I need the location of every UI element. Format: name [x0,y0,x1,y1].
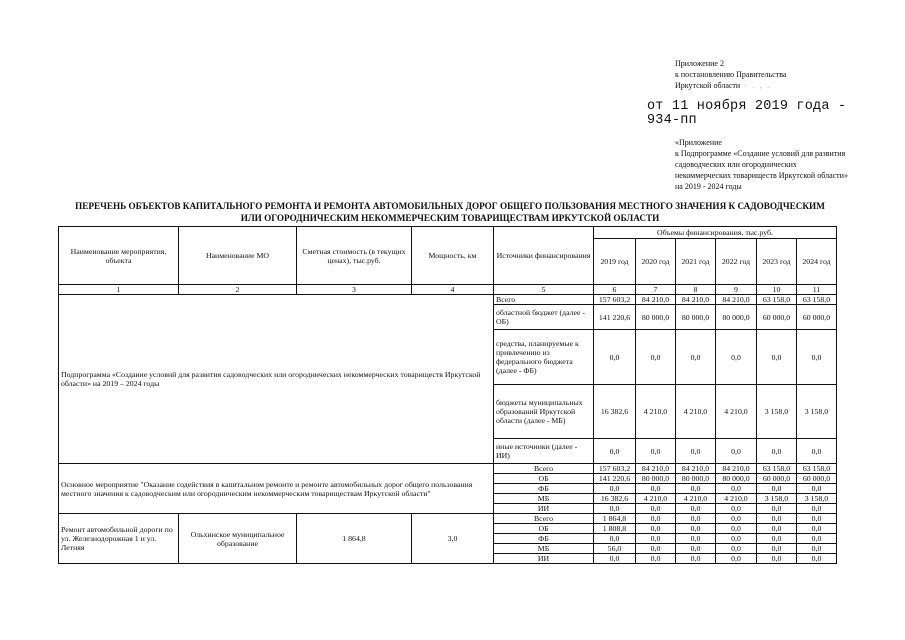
value-cell: 4 210,0 [636,385,676,439]
object-mo: Ольхинское муниципальное образование [179,514,297,564]
document-title [40,200,860,224]
header-sources: Источники финансирования [494,227,594,285]
table-row [59,514,837,524]
value-cell: 16 382,6 [594,385,636,439]
value-cell: 0,0 [757,544,797,554]
value-cell: 0,0 [797,554,837,564]
value-cell: 0,0 [716,524,757,534]
header-volumes: Объемы финансирования, тыс.руб. [594,227,837,239]
col-number: 8 [676,285,716,295]
source-cell: ОБ [494,524,594,534]
col-number: 3 [297,285,412,295]
col-number: 11 [797,285,837,295]
header-cost: Сметная стоимость (в текущих ценах), тыс.руб. [297,227,412,285]
value-cell: 0,0 [797,544,837,554]
object-power: 3,0 [412,514,494,564]
value-cell: 0,0 [716,484,757,494]
col-number: 5 [494,285,594,295]
value-cell: 4 210,0 [636,494,676,504]
col-number: 9 [716,285,757,295]
value-cell: 84 210,0 [676,464,716,474]
value-cell: 63 158,0 [797,464,837,474]
value-cell: 0,0 [757,524,797,534]
source-cell: иные источники (далее - ИИ) [494,439,594,464]
value-cell: 84 210,0 [676,295,716,305]
value-cell: 0,0 [594,439,636,464]
col-number: 4 [412,285,494,295]
value-cell: 0,0 [797,484,837,494]
appendix-line: Иркутской области [675,81,741,90]
source-cell: ИИ [494,504,594,514]
header-year: 2019 год [594,239,636,285]
value-cell: 80 000,0 [716,305,757,330]
date-line: 934-пп [647,113,697,128]
value-cell: 0,0 [676,554,716,564]
value-cell: 0,0 [636,544,676,554]
value-cell: 60 000,0 [757,474,797,484]
header-power: Мощность, км [412,227,494,285]
value-cell: 63 158,0 [757,295,797,305]
value-cell: 60 000,0 [797,305,837,330]
objects-table [58,226,837,564]
value-cell: 0,0 [636,484,676,494]
header-year: 2021 год [676,239,716,285]
value-cell: 141 220,6 [594,305,636,330]
value-cell: 80 000,0 [676,305,716,330]
source-cell: средства, планируемые к привлечению из федерального бюджета (далее - ФБ) [494,330,594,385]
value-cell: 0,0 [757,484,797,494]
appendix-quote-start: «Приложение [675,138,722,147]
source-cell: ФБ [494,534,594,544]
header-mo: Наименование МО [179,227,297,285]
value-cell: 157 603,2 [594,464,636,474]
source-cell: ОБ [494,474,594,484]
value-cell: 0,0 [797,524,837,534]
value-cell: 1 808,8 [594,524,636,534]
value-cell: 0,0 [757,504,797,514]
value-cell: 0,0 [636,504,676,514]
value-cell: 0,0 [716,534,757,544]
value-cell: 4 210,0 [716,385,757,439]
table-row [59,464,837,474]
col-number: 10 [757,285,797,295]
resolution-date [647,100,895,128]
header-year: 2020 год [636,239,676,285]
value-cell: 0,0 [594,504,636,514]
value-cell: 84 210,0 [636,464,676,474]
appendix-block [647,58,895,192]
value-cell: 0,0 [636,524,676,534]
main-event-name: Основное мероприятие "Оказание содействия в капитальном ремонте и ремонте автомобильных дорог общего пользования местного значения к садоводческим или огородническим некоммерческим товариществам Иркутской области" [59,464,494,514]
source-cell: Всего [494,295,594,305]
source-cell: бюджеты муниципальных образований Иркутской области (далее - МБ) [494,385,594,439]
value-cell: 0,0 [676,514,716,524]
value-cell: 84 210,0 [716,295,757,305]
value-cell: 63 158,0 [757,464,797,474]
value-cell: 0,0 [636,330,676,385]
source-cell: Всего [494,464,594,474]
value-cell: 0,0 [676,484,716,494]
value-cell: 0,0 [676,534,716,544]
value-cell: 0,0 [716,330,757,385]
appendix-line: к постановлению Правительства [675,70,787,79]
table-row [59,295,837,305]
value-cell: 0,0 [757,439,797,464]
value-cell: 60 000,0 [797,474,837,484]
value-cell: 0,0 [757,330,797,385]
value-cell: 141 220,6 [594,474,636,484]
faint-mark: · . , . [744,82,772,90]
date-line: от 11 ноября 2019 года - [647,99,847,114]
value-cell: 0,0 [676,544,716,554]
value-cell: 0,0 [757,514,797,524]
subprogram-name: Подпрограмма «Создание условий для развития садоводческих или огороднических некоммерческих товариществ Иркутской области» на 2019 – 2024 годы [59,295,494,464]
header-name: Наименование мероприятия, объекта [59,227,179,285]
source-cell: ФБ [494,484,594,494]
value-cell: 16 382,6 [594,494,636,504]
source-cell: Всего [494,514,594,524]
value-cell: 0,0 [636,534,676,544]
value-cell: 84 210,0 [636,295,676,305]
value-cell: 0,0 [716,514,757,524]
value-cell: 0,0 [594,484,636,494]
value-cell: 56,0 [594,544,636,554]
value-cell: 0,0 [716,504,757,514]
value-cell: 60 000,0 [757,305,797,330]
value-cell: 3 158,0 [797,385,837,439]
value-cell: 0,0 [676,504,716,514]
value-cell: 80 000,0 [636,474,676,484]
appendix-line: Приложение 2 [675,59,724,68]
value-cell: 0,0 [797,330,837,385]
value-cell: 4 210,0 [676,494,716,504]
value-cell: 0,0 [594,554,636,564]
value-cell: 0,0 [757,554,797,564]
title-line: ИЛИ ОГОРОДНИЧЕСКИМ НЕКОММЕРЧЕСКИМ ТОВАРИЩЕСТВАМ ИРКУТСКОЙ ОБЛАСТИ [240,213,660,223]
value-cell: 3 158,0 [757,494,797,504]
header-year: 2023 год [757,239,797,285]
value-cell: 80 000,0 [716,474,757,484]
value-cell: 3 158,0 [797,494,837,504]
source-cell: ИИ [494,554,594,564]
value-cell: 0,0 [797,534,837,544]
value-cell: 0,0 [676,439,716,464]
value-cell: 63 158,0 [797,295,837,305]
object-cost: 1 864,8 [297,514,412,564]
header-year: 2024 год [797,239,837,285]
appendix-quote-body: к Подпрограмме «Создание условий для развития садоводческих или огороднических некоммерческих товариществ Иркутской области» на 2019 - 2024 годы [675,149,848,191]
col-number: 1 [59,285,179,295]
header-year: 2022 год [716,239,757,285]
col-number: 6 [594,285,636,295]
source-cell: МБ [494,494,594,504]
value-cell: 84 210,0 [716,464,757,474]
value-cell: 4 210,0 [716,494,757,504]
value-cell: 0,0 [636,439,676,464]
value-cell: 0,0 [636,514,676,524]
value-cell: 0,0 [757,534,797,544]
value-cell: 1 864,8 [594,514,636,524]
value-cell: 0,0 [716,544,757,554]
value-cell: 0,0 [797,514,837,524]
value-cell: 0,0 [594,330,636,385]
value-cell: 157 603,2 [594,295,636,305]
value-cell: 0,0 [676,524,716,534]
value-cell: 0,0 [716,554,757,564]
value-cell: 0,0 [636,554,676,564]
value-cell: 4 210,0 [676,385,716,439]
source-cell: МБ [494,544,594,554]
value-cell: 0,0 [676,330,716,385]
value-cell: 0,0 [594,534,636,544]
title-line: ПЕРЕЧЕНЬ ОБЪЕКТОВ КАПИТАЛЬНОГО РЕМОНТА И РЕМОНТА АВТОМОБИЛЬНЫХ ДОРОГ ОБЩЕГО ПОЛЬЗОВАНИЯ МЕСТНОГО ЗНАЧЕНИЯ К САДОВОДЧЕСКИМ [75,201,825,211]
col-number: 2 [179,285,297,295]
col-number: 7 [636,285,676,295]
value-cell: 80 000,0 [676,474,716,484]
source-cell: областной бюджет (далее - ОБ) [494,305,594,330]
value-cell: 3 158,0 [757,385,797,439]
value-cell: 80 000,0 [636,305,676,330]
value-cell: 0,0 [797,504,837,514]
value-cell: 0,0 [716,439,757,464]
value-cell: 0,0 [797,439,837,464]
object-name: Ремонт автомобильной дороги по ул. Железнодорожная 1 и ул. Летняя [59,514,179,564]
